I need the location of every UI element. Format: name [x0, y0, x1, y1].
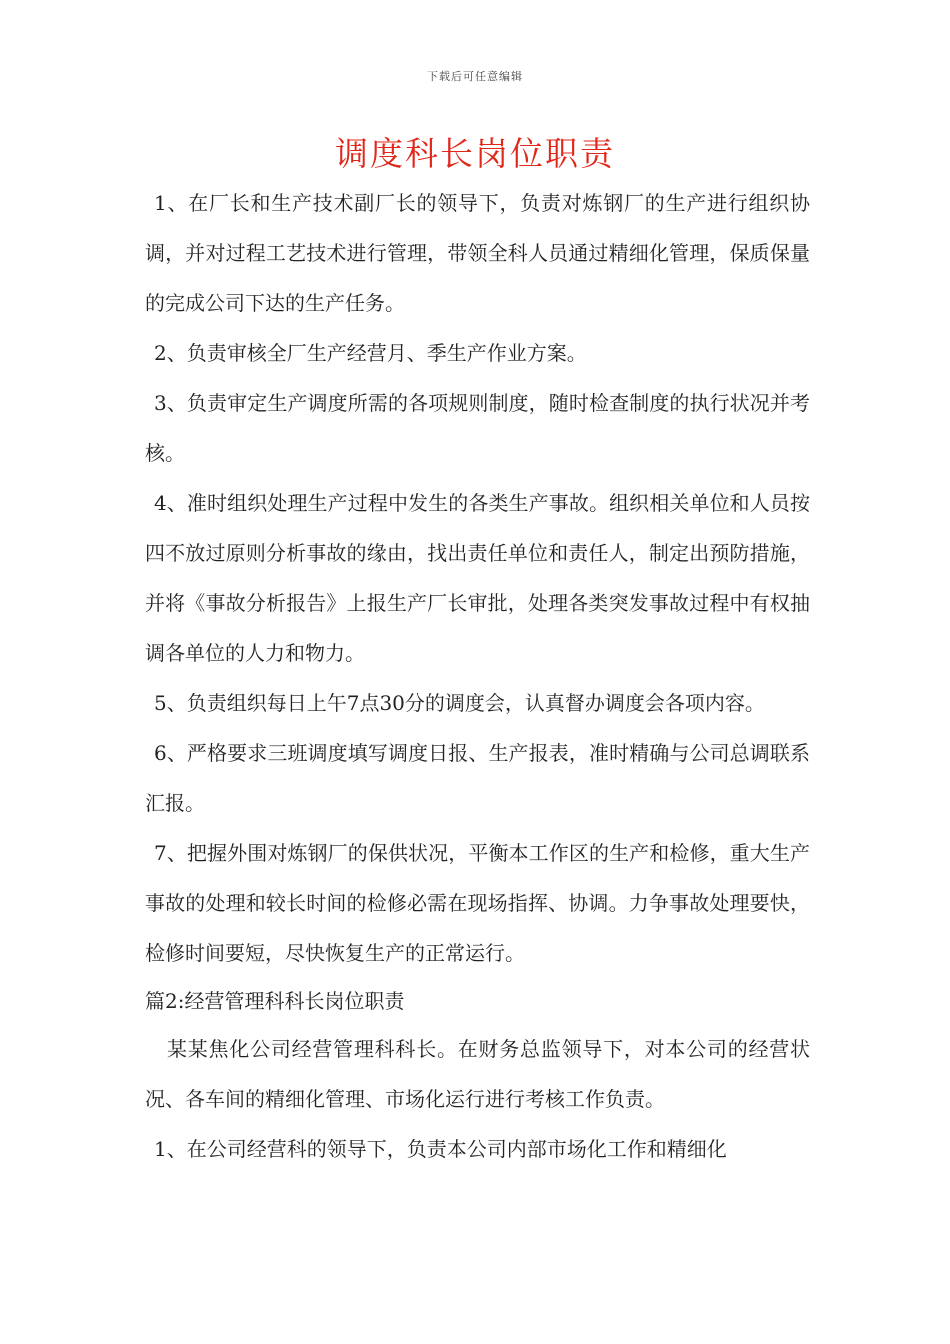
duty-item-5: 5、负责组织每日上午7点30分的调度会，认真督办调度会各项内容。: [154, 691, 765, 715]
section-intro: 某某焦化公司经营管理科科长。在财务总监领导下，对本公司的经营状况、各车间的精细化管理、市场化运行进行考核工作负责。: [145, 1037, 810, 1111]
section-item-1: 1、在公司经营科的领导下，负责本公司内部市场化工作和精细化: [154, 1137, 727, 1161]
duty-item-6: 6、严格要求三班调度填写调度日报、生产报表，准时精确与公司总调联系汇报。: [145, 741, 810, 815]
header-note: 下载后可任意编辑: [427, 70, 523, 83]
document-title: 调度科长岗位职责: [335, 134, 615, 173]
duty-item-4: 4、准时组织处理生产过程中发生的各类生产事故。组织相关单位和人员按四不放过原则分析事故的缘由，找出责任单位和责任人，制定出预防措施，并将《事故分析报告》上报生产厂长审批，处理各类突发事故过程中有权抽调各单位的人力和物力。: [145, 491, 810, 665]
duty-item-2: 2、负责审核全厂生产经营月、季生产作业方案。: [154, 341, 587, 365]
duty-item-7: 7、把握外围对炼钢厂的保供状况，平衡本工作区的生产和检修，重大生产事故的处理和较长时间的检修必需在现场指挥、协调。力争事故处理要快，检修时间要短，尽快恢复生产的正常运行。: [145, 841, 810, 965]
document-body: [145, 178, 810, 1174]
section-heading: 篇2:经营管理科科长岗位职责: [145, 989, 405, 1013]
duty-item-3: 3、负责审定生产调度所需的各项规则制度，随时检查制度的执行状况并考核。: [145, 391, 810, 465]
duty-item-1: 1、在厂长和生产技术副厂长的领导下，负责对炼钢厂的生产进行组织协调，并对过程工艺技术进行管理，带领全科人员通过精细化管理，保质保量的完成公司下达的生产任务。: [145, 191, 810, 315]
